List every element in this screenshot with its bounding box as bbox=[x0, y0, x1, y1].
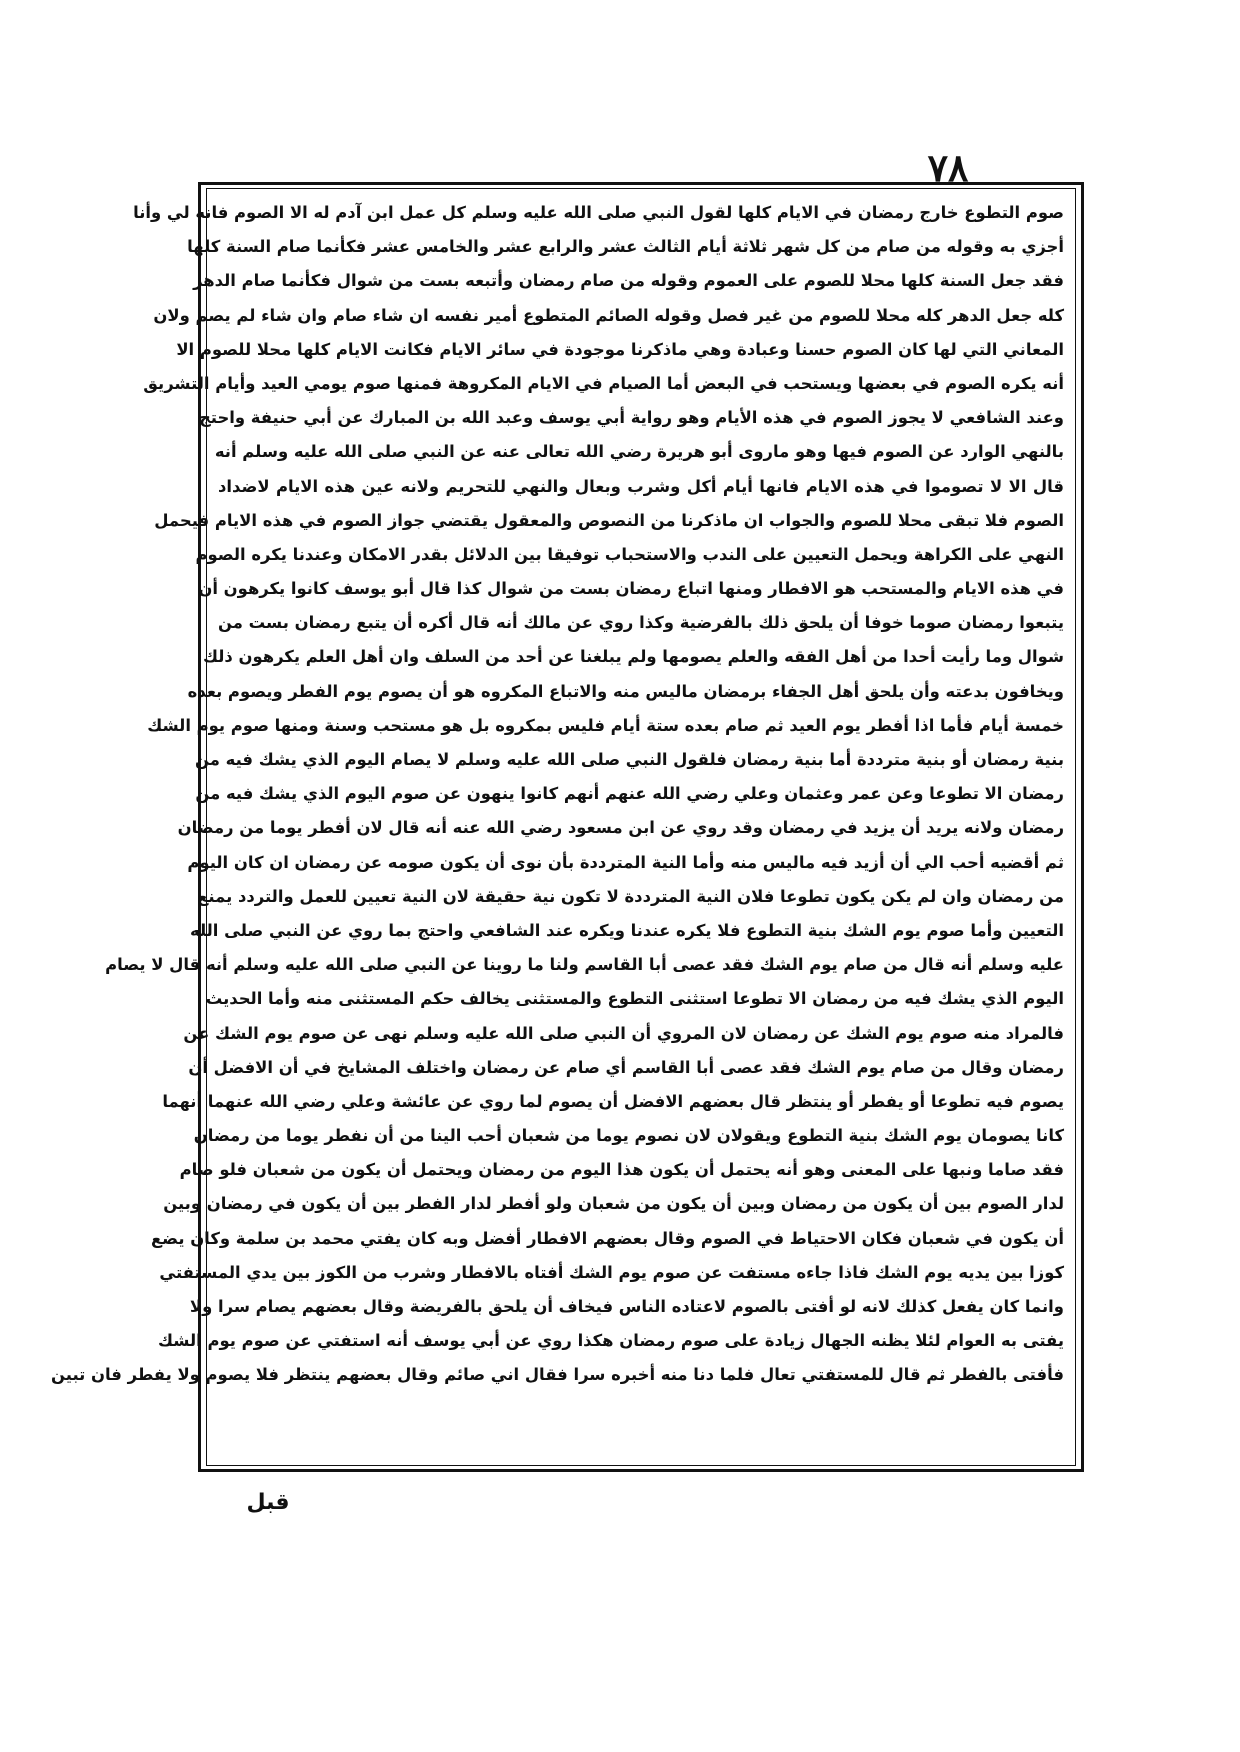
text-line: لدار الصوم بين أن يكون من رمضان وبين أن يكون من شعبان ولو أفطر لدار الفطر بين أن يكون في رمضان وبين bbox=[163, 1194, 1064, 1214]
text-line: فالمراد منه صوم يوم الشك عن رمضان لان المروي أن النبي صلى الله عليه وسلم نهى عن صوم يوم الشك عن bbox=[183, 1023, 1064, 1043]
catchword: قبل bbox=[246, 1490, 290, 1515]
text-line: أجزي به وقوله من صام من كل شهر ثلاثة أيام الثالث عشر والرابع عشر والخامس عشر فكأنما صام السنة كلها bbox=[187, 237, 1064, 257]
text-line: رمضان الا تطوعا وعن عمر وعثمان وعلي رضي الله عنهم أنهم كانوا ينهون عن صوم اليوم الذي يشك فيه من bbox=[195, 784, 1064, 804]
text-line: فقد جعل السنة كلها محلا للصوم على العموم وقوله من صام رمضان وأتبعه بست من شوال فكأنما صام الدهر bbox=[193, 271, 1064, 291]
text-line: قال الا لا تصوموا في هذه الايام فانها أيام أكل وشرب وبعال والنهي للتحريم ولانه عين هذه الايام لاضداد bbox=[218, 476, 1064, 496]
text-line: في هذه الايام والمستحب هو الافطار ومنها اتباع رمضان بست من شوال كذا قال أبو يوسف كانوا يكرهون أن bbox=[198, 579, 1064, 599]
text-line: عليه وسلم أنه قال من صام يوم الشك فقد عصى أبا القاسم ولنا ما روينا عن النبي صلى الله عليه وسلم أنه قال لا يصام bbox=[105, 955, 1064, 975]
text-line: التعيين وأما صوم يوم الشك بنية التطوع فلا يكره عندنا ويكره عند الشافعي واحتج بما روي عن النبي صلى الله bbox=[190, 920, 1064, 940]
text-line: فقد صاما ونبها على المعنى وهو أنه يحتمل أن يكون هذا اليوم من رمضان ويحتمل أن يكون من شعبان فلو صام bbox=[179, 1160, 1064, 1180]
text-line: صوم التطوع خارج رمضان في الايام كلها لقول النبي صلى الله عليه وسلم كل عمل ابن آدم له الا الصوم فانه لي وأنا bbox=[133, 203, 1064, 222]
text-line: شوال وما رأيت أحدا من أهل الفقه والعلم يصومها ولم يبلغنا عن أحد من السلف وان أهل العلم يكرهون ذلك bbox=[202, 647, 1064, 667]
text-line: أن يكون في شعبان فكان الاحتياط في الصوم وقال بعضهم الافطار أفضل وبه كان يفتي محمد بن سلمة وكان يضع bbox=[150, 1228, 1064, 1248]
text-line: أنه يكره الصوم في بعضها ويستحب في البعض أما الصيام في الايام المكروهة فمنها صوم يومي العيد وأيام التشريق bbox=[143, 373, 1064, 393]
text-line: المعاني التي لها كان الصوم حسنا وعبادة وهي ماذكرنا موجودة في سائر الايام فكانت الايام كلها محلا للصوم الا bbox=[176, 339, 1064, 359]
text-line: كوزا بين يديه يوم الشك فاذا جاءه مستفت عن صوم يوم الشك أفتاه بالافطار وشرب من الكوز بين يدي المستفتي bbox=[159, 1262, 1064, 1282]
text-line: وانما كان يفعل كذلك لانه لو أفتى بالصوم لاعتاده الناس فيخاف أن يلحق بالفريضة وقال بعضهم يصام سرا ولا bbox=[189, 1297, 1064, 1316]
text-line: ثم أقضيه أحب الي أن أزيد فيه ماليس منه وأما النية المترددة بأن نوى أن يكون صومه عن رمضان ان كان اليوم bbox=[187, 852, 1064, 872]
text-line: وعند الشافعي لا يجوز الصوم في هذه الأيام وهو رواية أبي يوسف وعبد الله بن المبارك عن أبي حنيفة واحتج bbox=[198, 408, 1064, 428]
text-line: يتبعوا رمضان صوما خوفا أن يلحق ذلك بالفرضية وكذا روي عن مالك أنه قال أكره أن يتبع رمضان بست من bbox=[218, 613, 1064, 633]
text-line: بنية رمضان أو بنية مترددة أما بنية رمضان فلقول النبي صلى الله عليه وسلم لا يصام اليوم الذي يشك فيه من bbox=[195, 750, 1064, 769]
text-line: الصوم فلا تبقى محلا للصوم والجواب ان ماذكرنا من النصوص والمعقول يقتضي جواز الصوم في هذه الايام فيحمل bbox=[154, 510, 1064, 530]
page-number: ٧٨ bbox=[927, 145, 969, 190]
text-line: كله جعل الدهر كله محلا للصوم من غير فصل وقوله الصائم المتطوع أمير نفسه ان شاء صام وان شاء لم يصم ولان bbox=[153, 305, 1064, 325]
text-line: رمضان ولانه يريد أن يزيد في رمضان وقد روي عن ابن مسعود رضي الله عنه أنه قال لان أفطر يوما من رمضان bbox=[177, 818, 1064, 838]
text-line: رمضان وقال من صام يوم الشك فقد عصى أبا القاسم أي صام عن رمضان واختلف المشايخ في أن الافضل أن bbox=[188, 1057, 1064, 1077]
body-text bbox=[51, 196, 1072, 1462]
text-line: يفتى به العوام لئلا يظنه الجهال زيادة على صوم رمضان هكذا روي عن أبي يوسف أنه استفتي عن صوم يوم الشك bbox=[158, 1331, 1064, 1351]
text-line: يصوم فيه تطوعا أو يفطر أو ينتظر قال بعضهم الافضل أن يصوم لما روي عن عائشة وعلي رضي الله عنهما أنهما bbox=[162, 1091, 1064, 1111]
text-line: خمسة أيام فأما اذا أفطر يوم العيد ثم صام بعده ستة أيام فليس بمكروه بل هو مستحب وسنة ومنها صوم يوم الشك bbox=[147, 715, 1064, 735]
text-line: كانا يصومان يوم الشك بنية التطوع ويقولان لان نصوم يوما من شعبان أحب الينا من أن نفطر يوما من رمضان bbox=[193, 1126, 1064, 1146]
text-line: فأفتى بالفطر ثم قال للمستفتي تعال فلما دنا منه أخبره سرا فقال اني صائم وقال بعضهم ينتظر فلا يصوم ولا يفطر فان تبين bbox=[51, 1365, 1064, 1385]
text-line: من رمضان وان لم يكن يكون تطوعا فلان النية المترددة لا تكون نية حقيقة لان النية تعيين للعمل والتردد يمنع bbox=[197, 886, 1064, 906]
text-line: النهي على الكراهة ويحمل التعيين على الندب والاستحباب توفيقا بين الدلائل بقدر الامكان وعندنا يكره الصوم bbox=[195, 544, 1064, 564]
text-line: بالنهي الوارد عن الصوم فيها وهو ماروى أبو هريرة رضي الله تعالى عنه عن النبي صلى الله عليه وسلم أنه bbox=[214, 442, 1064, 462]
text-line: ويخافون بدعته وأن يلحق أهل الجفاء برمضان ماليس منه والاتباع المكروه هو أن يصوم يوم الفطر ويصوم بعده bbox=[187, 681, 1064, 701]
text-line: اليوم الذي يشك فيه من رمضان الا تطوعا استثنى التطوع والمستثنى يخالف حكم المستثنى منه وأما الحديث bbox=[205, 989, 1064, 1009]
